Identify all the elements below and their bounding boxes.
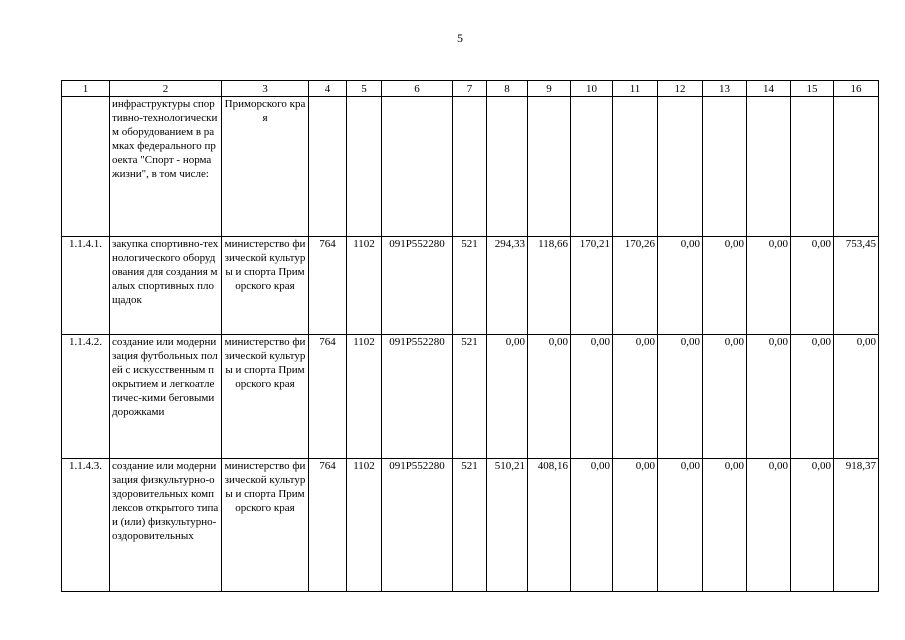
- value-cell-text: 0,00: [811, 460, 831, 472]
- value-cell-text: 408,16: [537, 460, 568, 472]
- value-cell: [453, 237, 487, 335]
- value-cell: [347, 237, 382, 335]
- value-cell-text: 0,00: [635, 460, 655, 472]
- value-cell-text: 1102: [353, 336, 375, 348]
- header-cell: 13: [703, 81, 747, 97]
- header-row: [62, 81, 879, 97]
- value-cell-text: 521: [461, 238, 478, 250]
- value-cell-text: 764: [319, 336, 336, 348]
- value-cell: [382, 97, 453, 237]
- value-cell: [703, 237, 747, 335]
- value-cell: [571, 335, 613, 459]
- value-cell-text: 521: [461, 460, 478, 472]
- value-cell-text: 0,00: [724, 460, 744, 472]
- row-name-cell: [110, 237, 222, 335]
- value-cell: [309, 237, 347, 335]
- executor-cell-text: Приморского края: [224, 98, 306, 124]
- value-cell: [747, 97, 791, 237]
- executor-cell: [222, 335, 309, 459]
- header-cell: 4: [309, 81, 347, 97]
- budget-table: [61, 80, 879, 592]
- value-cell: [703, 459, 747, 592]
- value-cell: [613, 237, 658, 335]
- value-cell: [571, 237, 613, 335]
- value-cell: [613, 97, 658, 237]
- value-cell-text: 753,45: [845, 238, 876, 250]
- value-cell: [309, 335, 347, 459]
- header-cell: 8: [487, 81, 528, 97]
- value-cell-text: 118,66: [538, 238, 568, 250]
- value-cell-text: 918,37: [845, 460, 876, 472]
- row-number-cell: [62, 237, 110, 335]
- value-cell: [747, 335, 791, 459]
- value-cell: [528, 459, 571, 592]
- value-cell: [658, 97, 703, 237]
- row-number-cell: [62, 97, 110, 237]
- value-cell-text: 0,00: [635, 336, 655, 348]
- value-cell: [382, 335, 453, 459]
- executor-cell-text: министерство физической культуры и спорта Приморского края: [224, 460, 306, 514]
- header-cell: 2: [110, 81, 222, 97]
- header-cell: 14: [747, 81, 791, 97]
- header-cell: 3: [222, 81, 309, 97]
- value-cell-text: 521: [461, 336, 478, 348]
- value-cell: [747, 459, 791, 592]
- header-cell: 1: [62, 81, 110, 97]
- value-cell: [658, 335, 703, 459]
- value-cell: [453, 335, 487, 459]
- value-cell-text: 170,26: [624, 238, 655, 250]
- row-name-cell: [110, 97, 222, 237]
- header-cell: 12: [658, 81, 703, 97]
- value-cell-text: 0,00: [724, 336, 744, 348]
- header-cell: 11: [613, 81, 658, 97]
- value-cell: [309, 459, 347, 592]
- executor-cell: [222, 237, 309, 335]
- value-cell: [382, 459, 453, 592]
- value-cell: [834, 97, 879, 237]
- row-number-cell: [62, 459, 110, 592]
- value-cell-text: 510,21: [494, 460, 525, 472]
- value-cell: [703, 97, 747, 237]
- value-cell: [747, 237, 791, 335]
- row-name-cell-text: создание или модернизация физкультурно-оздоровительных комплексов открытого типа и (или) физкультурно-оздоровительных: [112, 460, 219, 542]
- value-cell: [613, 335, 658, 459]
- header-cell: 10: [571, 81, 613, 97]
- row-number-cell: [62, 335, 110, 459]
- value-cell: [487, 237, 528, 335]
- value-cell-text: 0,00: [680, 336, 700, 348]
- value-cell: [791, 459, 834, 592]
- value-cell-text: 764: [319, 238, 336, 250]
- value-cell: [571, 97, 613, 237]
- value-cell: [528, 335, 571, 459]
- value-cell-text: 091P552280: [389, 336, 445, 348]
- value-cell-text: 170,21: [579, 238, 610, 250]
- value-cell-text: 0,00: [680, 460, 700, 472]
- executor-cell-text: министерство физической культуры и спорта Приморского края: [224, 238, 306, 292]
- value-cell: [487, 97, 528, 237]
- header-cell: 6: [382, 81, 453, 97]
- value-cell-text: 0,00: [590, 336, 610, 348]
- value-cell: [347, 335, 382, 459]
- value-cell: [791, 97, 834, 237]
- value-cell: [658, 459, 703, 592]
- value-cell-text: 091P552280: [389, 238, 445, 250]
- row-name-cell-text: создание или модернизация футбольных полей с искусственным покрытием и легкоатлетичес-кими беговыми дорожками: [112, 336, 218, 418]
- value-cell: [347, 459, 382, 592]
- value-cell: [791, 335, 834, 459]
- value-cell: [834, 237, 879, 335]
- value-cell-text: 1102: [353, 460, 375, 472]
- executor-cell: [222, 459, 309, 592]
- table-row: [62, 459, 879, 592]
- value-cell: [487, 335, 528, 459]
- value-cell: [528, 237, 571, 335]
- row-name-cell: [110, 335, 222, 459]
- value-cell-text: 1102: [353, 238, 375, 250]
- value-cell: [309, 97, 347, 237]
- value-cell: [658, 237, 703, 335]
- value-cell: [528, 97, 571, 237]
- value-cell: [487, 459, 528, 592]
- value-cell: [613, 459, 658, 592]
- row-name-cell: [110, 459, 222, 592]
- executor-cell: [222, 97, 309, 237]
- value-cell-text: 764: [319, 460, 336, 472]
- value-cell-text: 0,00: [811, 336, 831, 348]
- value-cell-text: 294,33: [494, 238, 525, 250]
- value-cell: [453, 97, 487, 237]
- value-cell: [834, 335, 879, 459]
- table-row: [62, 237, 879, 335]
- table-body: [62, 81, 879, 592]
- value-cell-text: 0,00: [548, 336, 568, 348]
- value-cell-text: 0,00: [680, 238, 700, 250]
- value-cell-text: 0,00: [768, 336, 788, 348]
- row-number-cell-text: 1.1.4.1.: [69, 238, 102, 250]
- row-number-cell-text: 1.1.4.3.: [69, 460, 102, 472]
- header-cell: 16: [834, 81, 879, 97]
- row-number-cell-text: 1.1.4.2.: [69, 336, 102, 348]
- value-cell-text: 0,00: [768, 460, 788, 472]
- header-cell: 5: [347, 81, 382, 97]
- executor-cell-text: министерство физической культуры и спорта Приморского края: [224, 336, 306, 390]
- value-cell: [453, 459, 487, 592]
- value-cell: [791, 237, 834, 335]
- value-cell-text: 0,00: [811, 238, 831, 250]
- value-cell: [834, 459, 879, 592]
- value-cell-text: 0,00: [505, 336, 525, 348]
- row-name-cell-text: закупка спортивно-технологического оборудования для создания малых спортивных площадок: [112, 238, 219, 306]
- value-cell-text: 0,00: [856, 336, 876, 348]
- header-cell: 9: [528, 81, 571, 97]
- value-cell: [571, 459, 613, 592]
- page-number: 5: [457, 31, 463, 45]
- table-row: [62, 97, 879, 237]
- value-cell-text: 0,00: [590, 460, 610, 472]
- value-cell: [703, 335, 747, 459]
- row-name-cell-text: инфраструктуры спортивно-технологическим оборудованием в рамках федерального проекта "Спорт - норма жизни", в том числе:: [112, 98, 218, 180]
- header-cell: 7: [453, 81, 487, 97]
- value-cell-text: 0,00: [724, 238, 744, 250]
- value-cell-text: 0,00: [768, 238, 788, 250]
- value-cell-text: 091P552280: [389, 460, 445, 472]
- table-row: [62, 335, 879, 459]
- value-cell: [347, 97, 382, 237]
- header-cell: 15: [791, 81, 834, 97]
- value-cell: [382, 237, 453, 335]
